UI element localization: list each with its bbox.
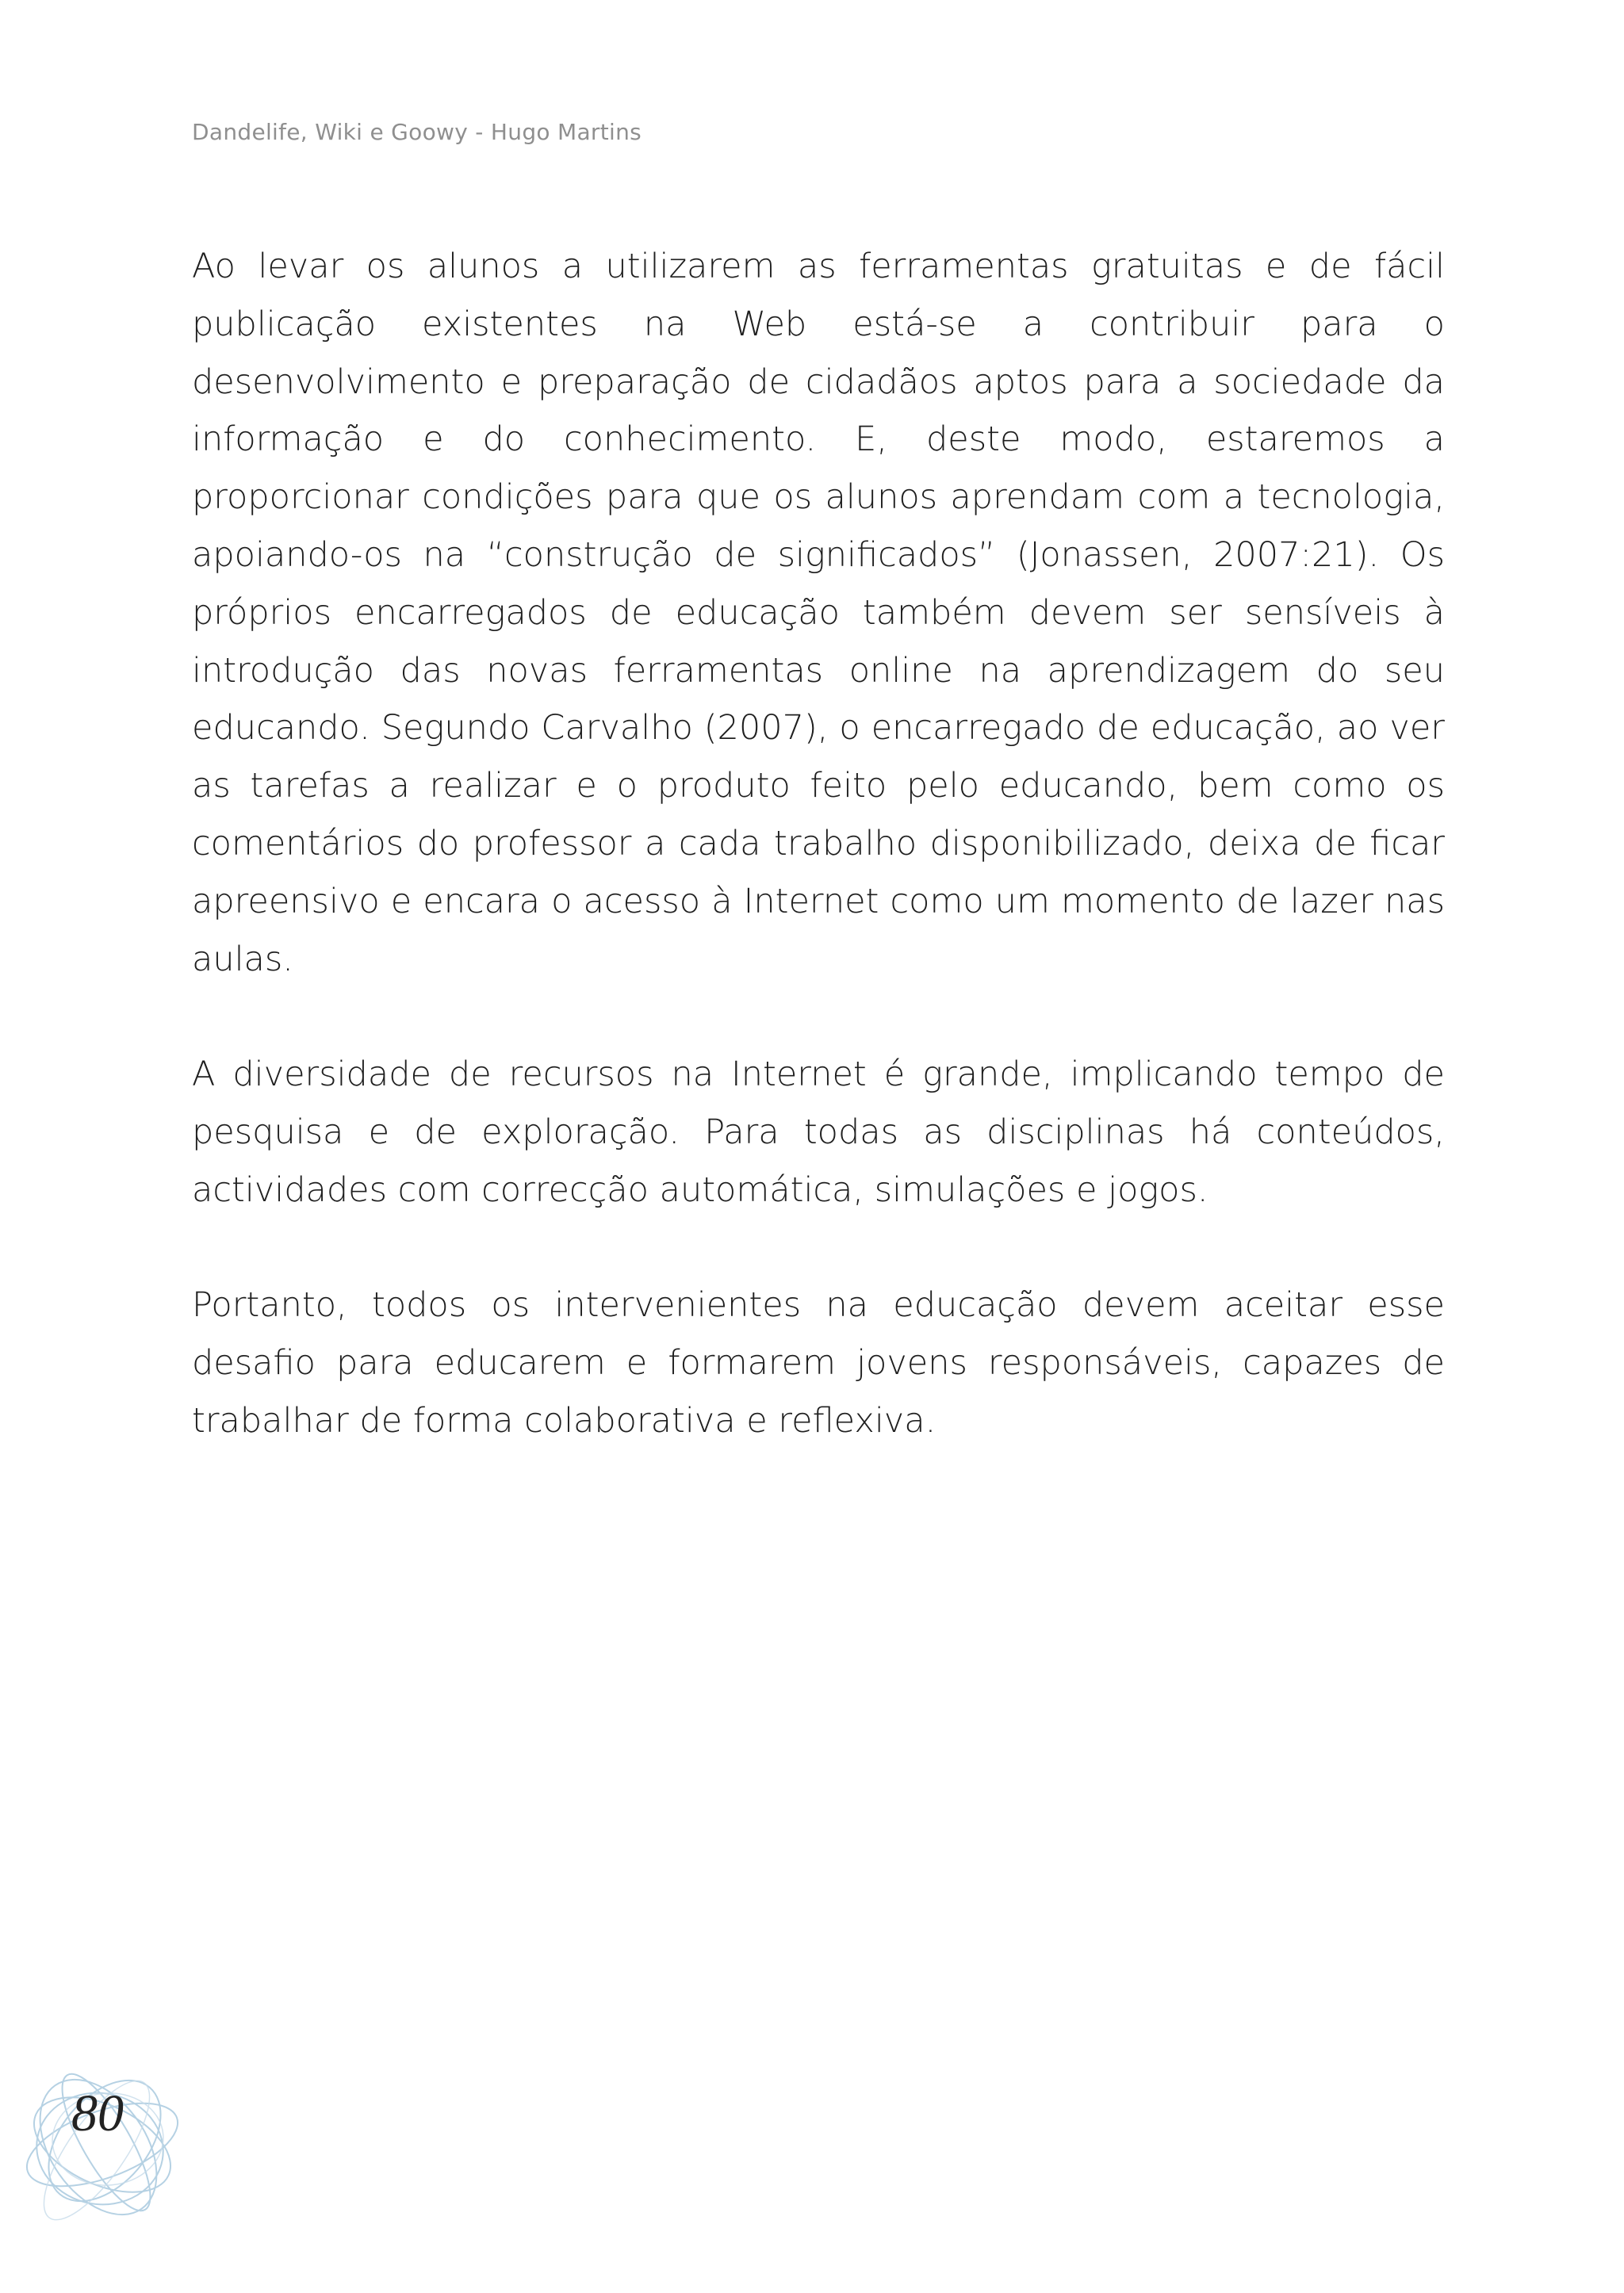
running-header: Dandelife, Wiki e Goowy - Hugo Martins <box>192 119 642 145</box>
paragraph-2: A diversidade de recursos na Internet é grande, implicando tempo de pesquisa e de exploração. Para todas as disciplinas há conteúdos, actividades com correcção automática, simulações e jogos. <box>192 1055 1445 1210</box>
paragraph-1: Ao levar os alunos a utilizarem as ferramentas gratuitas e de fácil publicação existentes na Web está-se a contribuir para o desenvolvimento e preparação de cidadãos aptos para a sociedade da informação e do conhecimento. E, deste modo, estaremos a proporcionar condições para que os alunos aprendam com a tecnologia, apoiando-os na “construção de significados” (Jonassen, 2007:21). Os próprios encarregados de educação também devem ser sensíveis à introdução das novas ferramentas online na aprendizagem do seu educando. Segundo Carvalho (2007), o encarregado de educação, ao ver as tarefas a realizar e o produto feito pelo educando, bem como os comentários do professor a cada trabalho disponibilizado, deixa de ficar apreensivo e encara o acesso à Internet como um momento de lazer nas aulas. <box>192 247 1445 979</box>
paragraph-3: Portanto, todos os intervenientes na educação devem aceitar esse desafio para educarem e formarem jovens responsáveis, capazes de trabalhar de forma colaborativa e reflexiva. <box>192 1285 1445 1441</box>
body-text <box>192 238 1445 1450</box>
page-number: 80 <box>71 2084 124 2142</box>
